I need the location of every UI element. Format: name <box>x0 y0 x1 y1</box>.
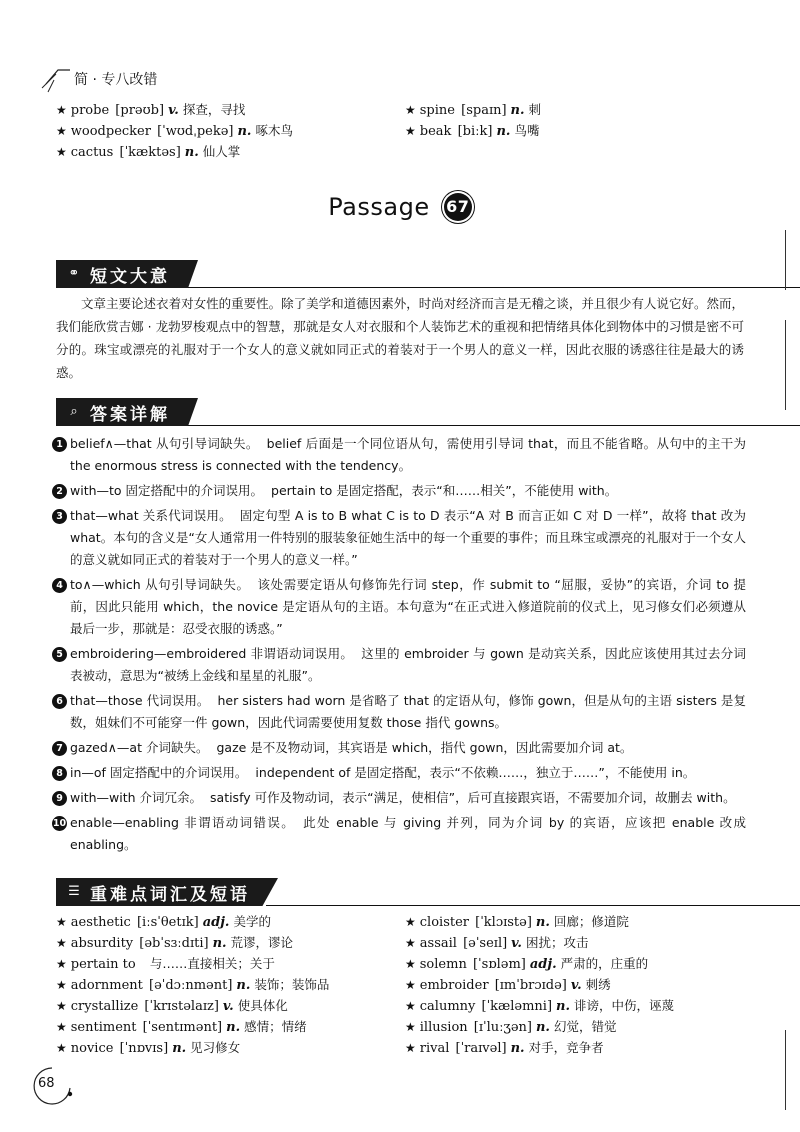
passage-label: Passage <box>328 193 430 221</box>
star-icon: ★ <box>56 957 67 971</box>
top-vocab-left <box>56 100 293 163</box>
vocab-row: ★ illusion [ɪˈluːʒən] n. 幻觉，错觉 <box>405 1019 617 1035</box>
answer-item: 5 embroidering—embroidered 非谓语动词误用。 这里的 embroider 与 gown 是动宾关系，因此应该使用其过去分词表被动，意思为“被绣上金线和星星的礼服”。 <box>56 643 746 687</box>
section-summary-header <box>56 260 170 288</box>
answer-number-icon: 4 <box>52 578 67 593</box>
vocab-right-column <box>405 912 674 1059</box>
star-icon: ★ <box>405 103 416 117</box>
answer-number-icon: 2 <box>52 484 67 499</box>
answer-item: 9 with—with 介词冗余。 satisfy 可作及物动词，表示“满足，使相信”，后可直接跟宾语，不需要加介词，故删去 with。 <box>56 787 746 809</box>
star-icon: ★ <box>56 1041 67 1055</box>
star-icon: ★ <box>56 936 67 950</box>
answer-number-icon: 7 <box>52 741 67 756</box>
answers-list <box>52 433 746 859</box>
magnifier-icon: ⌕ <box>70 404 78 419</box>
vocab-row: ★ novice [ˈnɒvɪs] n. 见习修女 <box>56 1040 241 1056</box>
vocab-row: ★ aesthetic [iːsˈθetɪk] adj. 美学的 <box>56 914 271 930</box>
vocab-row: ★ adornment [əˈdɔːnmənt] n. 装饰；装饰品 <box>56 977 330 993</box>
vocab-row: ★ woodpecker [ˈwʊdˌpekə] n. 啄木鸟 <box>56 123 293 139</box>
header-ornament-icon <box>40 62 76 96</box>
star-icon: ★ <box>405 936 416 950</box>
answer-item: 3 that—what 关系代词误用。 固定句型 A is to B what C is to D 表示“A 对 B 而言正如 C 对 D 一样”，故将 that 改为 what。本句的含义是“女人通常用一件特别的服装象征她生活中的每一个重要的事件；而且珠宝或漂亮的礼服对于一个女人的意义就如同正式的着装对于一个男人的意义一样。” <box>56 505 746 571</box>
star-icon: ★ <box>405 915 416 929</box>
page-number: 68 <box>30 1064 74 1108</box>
section-vocab-title: 重难点词汇及短语 <box>90 884 250 905</box>
vocab-row: ★ crystallize [ˈkrɪstəlaɪz] v. 使具体化 <box>56 998 288 1014</box>
answer-item: 4 to∧—which 从句引导词缺失。 该处需要定语从句修饰先行词 step，作 submit to “屈服，妥协”的宾语，介词 to 提前，因此只能用 which，the novice 是定语从句的主语。本句意为“在正式进入修道院前的仪式上，见习修女们必须遵从最后一步，那就是：忍受衣服的诱惑。” <box>56 574 746 640</box>
link-icon: ⚭ <box>68 266 80 281</box>
star-icon: ★ <box>405 957 416 971</box>
section-answers-header <box>56 398 170 426</box>
star-icon: ★ <box>56 145 67 159</box>
passage-title <box>0 192 800 221</box>
vocab-row: ★ beak [biːk] n. 鸟嘴 <box>405 123 540 139</box>
answer-number-icon: 5 <box>52 647 67 662</box>
answer-item: 10 enable—enabling 非谓语动词错误。 此处 enable 与 giving 并列，同为介词 by 的宾语，应该把 enable 改成 enabling。 <box>52 815 746 852</box>
answer-number-icon: 3 <box>52 509 67 524</box>
section-vocab-header <box>56 878 250 906</box>
vocab-row: ★ sentiment [ˈsentɪmənt] n. 感情；情绪 <box>56 1019 307 1035</box>
vocab-row: ★ cactus [ˈkæktəs] n. 仙人掌 <box>56 144 241 160</box>
star-icon: ★ <box>405 999 416 1013</box>
answer-number-icon: 9 <box>52 791 67 806</box>
passage-number-badge: 67 <box>444 193 472 221</box>
star-icon: ★ <box>405 1020 416 1034</box>
top-vocab-right <box>405 100 541 142</box>
star-icon: ★ <box>405 124 416 138</box>
star-icon: ★ <box>56 1020 67 1034</box>
vocab-row: ★ embroider [ɪmˈbrɔɪdə] v. 刺绣 <box>405 977 611 993</box>
scan-edge-line <box>785 1030 786 1110</box>
vocab-row: ★ absurdity [əbˈsɜːdɪti] n. 荒谬，谬论 <box>56 935 294 951</box>
star-icon: ★ <box>56 978 67 992</box>
vocab-row: ★ probe [prəʊb] v. 探查，寻找 <box>56 102 246 118</box>
answer-item: 8 in—of 固定搭配中的介词误用。 independent of 是固定搭配，表示“不依赖……，独立于……”，不能使用 in。 <box>56 762 746 784</box>
list-icon: ☰ <box>68 884 80 899</box>
summary-paragraph: 文章主要论述衣着对女性的重要性。除了美学和道德因素外，时尚对经济而言是无稽之谈，并且很少有人说它好。然而，我们能欣赏吉娜 · 龙勃罗梭观点中的智慧，那就是女人对衣服和个人装饰艺术的重视和把情绪具体化到物体中的习惯是密不可分的。珠宝或漂亮的礼服对于一个女人的意义就如同正式的着装对于一个男人的意义一样，因此衣服的诱惑往往是最大的诱惑。 <box>56 296 744 380</box>
answer-number-icon: 1 <box>52 437 67 452</box>
vocab-row: ★ solemn [ˈsɒləm] adj. 严肃的，庄重的 <box>405 956 649 972</box>
vocab-row: ★ pertain to 与……直接相关；关于 <box>56 956 275 972</box>
answer-number-icon: 6 <box>52 694 67 709</box>
answer-item: 7 gazed∧—at 介词缺失。 gaze 是不及物动词，其宾语是 which，指代 gown，因此需要加介词 at。 <box>56 737 746 759</box>
section-summary-title: 短文大意 <box>90 266 170 287</box>
answer-number-icon: 10 <box>52 818 67 829</box>
vocab-left-column <box>56 912 329 1059</box>
answer-item: 2 with—to 固定搭配中的介词误用。 pertain to 是固定搭配，表示“和……相关”，不能使用 with。 <box>56 480 746 502</box>
scan-edge-line <box>785 320 786 410</box>
header-title: 简 · 专八改错 <box>74 72 158 88</box>
answer-number-icon: 8 <box>52 766 67 781</box>
vocab-row: ★ cloister [ˈklɔɪstə] n. 回廊；修道院 <box>405 914 629 930</box>
vocab-row: ★ rival [ˈraɪvəl] n. 对手，竞争者 <box>405 1040 604 1056</box>
star-icon: ★ <box>405 978 416 992</box>
star-icon: ★ <box>56 999 67 1013</box>
running-header <box>40 62 158 96</box>
star-icon: ★ <box>56 103 67 117</box>
answer-item: 6 that—those 代词误用。 her sisters had worn 是省略了 that 的定语从句，修饰 gown，但是从句的主语 sisters 是复数，姐妹们不可能穿一件 gown，因此代词需要使用复数 those 指代 gowns。 <box>56 690 746 734</box>
scan-edge-line <box>785 230 786 290</box>
star-icon: ★ <box>405 1041 416 1055</box>
section-answers-title: 答案详解 <box>90 404 170 425</box>
vocab-row: ★ spine [spaɪn] n. 刺 <box>405 102 542 118</box>
vocab-row: ★ calumny [ˈkæləmni] n. 诽谤，中伤，诬蔑 <box>405 998 675 1014</box>
star-icon: ★ <box>56 124 67 138</box>
vocab-row: ★ assail [əˈseɪl] v. 困扰；攻击 <box>405 935 589 951</box>
star-icon: ★ <box>56 915 67 929</box>
answer-item: 1 belief∧—that 从句引导词缺失。 belief 后面是一个同位语从句，需使用引导词 that，而且不能省略。从句中的主干为 the enormous stress is connected with the tendency。 <box>56 433 746 477</box>
